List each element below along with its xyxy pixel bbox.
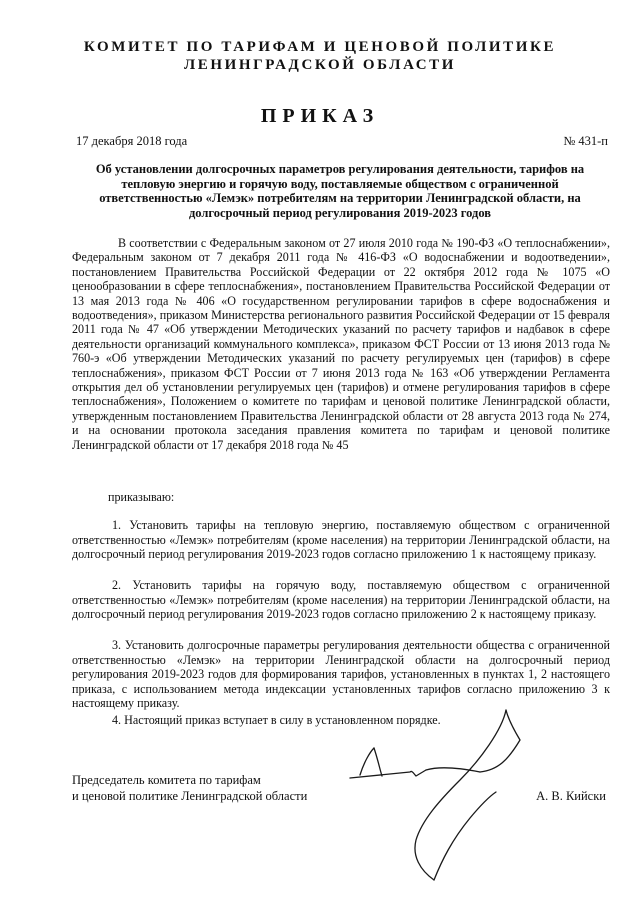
signatory-name: А. В. Кийски xyxy=(536,789,606,803)
signatory-position-line1: Председатель комитета по тарифам xyxy=(72,773,261,787)
order-date: 17 декабря 2018 года xyxy=(76,134,188,148)
order-title: ПРИКАЗ xyxy=(260,105,380,127)
order-item-2: 2. Установить тарифы на горячую воду, поставляемую обществом с ограниченной ответственностью «Лемэк» потребителям (кроме населения) на территории Ленинградской области, на долгосрочный период регулирования 2019-2023 годов согласно приложению 2 к настоящему приказу. xyxy=(72,578,610,622)
order-item-4: 4. Настоящий приказ вступает в силу в установленном порядке. xyxy=(112,713,441,727)
order-item-1: 1. Установить тарифы на тепловую энергию, поставляемую обществом с ограниченной ответственностью «Лемэк» потребителям (кроме населения) на территории Ленинградской области, на долгосрочный период регулирования 2019-2023 годов согласно приложению 1 к настоящему приказу. xyxy=(72,518,610,562)
order-number: № 431-п xyxy=(563,134,608,148)
organization-name-line1: КОМИТЕТ ПО ТАРИФАМ И ЦЕНОВОЙ ПОЛИТИКЕ xyxy=(83,39,557,55)
decree-word: приказываю: xyxy=(108,490,175,504)
preamble-paragraph: В соответствии с Федеральным законом от 27 июля 2010 года № 190-ФЗ «О теплоснабжении», Федеральным законом от 7 декабря 2011 года № 416-ФЗ «О водоснабжении и водоотведении», постановлением Правительства Российской Федерации от 22 октября 2012 года № 1075 «О ценообразовании в сфере теплоснабжения», постановлением Правительства Российской Федерации от 13 мая 2013 года № 406 «О государственном регулировании тарифов в сфере водоснабжения и водоотведения», приказом Министерства регионального развития Российской Федерации от 15 февраля 2011 года № 47 «Об утверждении Методических указаний по расчету тарифов и надбавок в сфере деятельности организаций коммунального комплекса», приказом ФСТ России от 13 июня 2013 года № 760-э «Об утверждении Методических указаний по расчету регулируемых цен (тарифов) в сфере теплоснабжения», приказом ФСТ России от 7 июня 2013 года № 163 «Об утверждении Регламента открытия дел об установлении регулируемых цен (тарифов) и отмене регулирования тарифов в сфере теплоснабжения», Положением о комитете по тарифам и ценовой политике Ленинградской области, утвержденным постановлением Правительства Ленинградской области от 28 августа 2013 года № 274, и на основании протокола заседания правления комитета по тарифам и ценовой политике Ленинградской области от 17 декабря 2018 года № 45 xyxy=(72,236,610,452)
signatory-position xyxy=(72,772,307,804)
order-subject: Об установлении долгосрочных параметров регулирования деятельности, тарифов на тепловую энергию и горячую воду, поставляемые обществом с ограниченной ответственностью «Лемэк» потребителям на территории Ленинградской области, на долгосрочный период регулирования 2019-2023 годов xyxy=(95,162,585,220)
order-item-3: 3. Установить долгосрочные параметры регулирования деятельности общества с ограниченной ответственностью «Лемэк» на территории Ленинградской области на долгосрочный период регулирования 2019-2023 годов для формирования тарифов, установленных в пунктах 1, 2 настоящего приказа, с использованием метода индексации установленных тарифов согласно приложению 3 к настоящему приказу. xyxy=(72,638,610,711)
organization-name-line2: ЛЕНИНГРАДСКОЙ ОБЛАСТИ xyxy=(183,57,457,73)
handwritten-signature xyxy=(330,700,530,890)
signatory-position-line2: и ценовой политике Ленинградской области xyxy=(72,789,308,803)
